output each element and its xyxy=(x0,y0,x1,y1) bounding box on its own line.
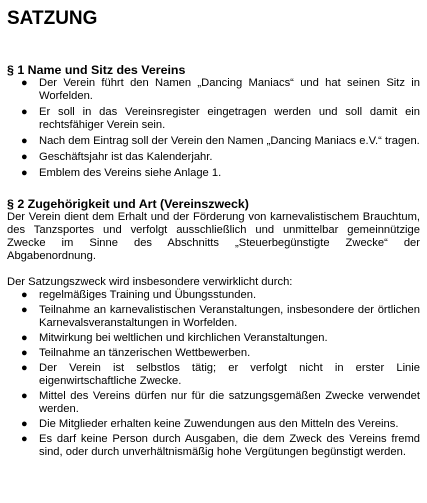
list-item: ● Der Verein ist selbstlos tätig; er verfolgt nicht in erster Linie eigenwirtschaftliche Zwecke. xyxy=(21,362,420,387)
section-2-intro: Der Verein dient dem Erhalt und der Förderung von karnevalistischem Brauchtum, des Tanzsportes und verfolgt ausschließlich und unmittelbar gemeinnützige Zwecke im Sinne des Abschnitts „Steuerbegünstigte Zwecke“ der Abgabenordnung. xyxy=(7,211,420,262)
list-item: ● Teilnahme an karnevalistischen Veranstaltungen, insbesondere der örtlichen Karnevalsveranstaltungen in Worfelden. xyxy=(21,304,420,329)
list-item: ● Mittel des Vereins dürfen nur für die satzungsgemäßen Zwecke verwendet werden. xyxy=(21,390,420,415)
bullet-icon: ● xyxy=(21,304,28,316)
list-item: ● Nach dem Eintrag soll der Verein den Namen „Dancing Maniacs e.V.“ tragen. xyxy=(21,135,420,147)
section-2-heading: § 2 Zugehörigkeit und Art (Vereinszweck) xyxy=(7,197,249,211)
list-item: ● Es darf keine Person durch Ausgaben, die dem Zweck des Vereins fremd sind, oder durch unverhältnismäßig hohe Vergütungen begünstigt werden. xyxy=(21,433,420,458)
list-item: ● Emblem des Vereins siehe Anlage 1. xyxy=(21,167,222,179)
list-item: ● Mitwirkung bei weltlichen und kirchlichen Veranstaltungen. xyxy=(21,332,328,344)
bullet-icon: ● xyxy=(21,135,28,147)
paragraph-spacer xyxy=(7,263,420,276)
bullet-icon: ● xyxy=(21,362,28,374)
bullet-icon: ● xyxy=(21,289,28,301)
list-item: ● Der Verein führt den Namen „Dancing Maniacs“ und hat seinen Sitz in Worfelden. xyxy=(21,77,420,102)
bullet-icon: ● xyxy=(21,433,28,445)
list-item: ● Die Mitglieder erhalten keine Zuwendungen aus den Mitteln des Vereins. xyxy=(21,418,399,430)
document-title: SATZUNG xyxy=(7,8,98,29)
list-item: ● Geschäftsjahr ist das Kalenderjahr. xyxy=(21,151,213,163)
bullet-icon: ● xyxy=(21,77,28,89)
bullet-icon: ● xyxy=(21,390,28,402)
section-2-purpose-lead: Der Satzungszweck wird insbesondere verwirklicht durch: xyxy=(7,276,293,288)
bullet-icon: ● xyxy=(21,332,28,344)
bullet-icon: ● xyxy=(21,167,28,179)
section-2-list xyxy=(7,289,420,459)
list-item: ● Er soll in das Vereinsregister eingetragen werden und soll damit ein rechtsfähiger Verein sein. xyxy=(21,106,420,131)
bullet-icon: ● xyxy=(21,418,28,430)
bullet-icon: ● xyxy=(21,106,28,118)
list-item: ● regelmäßiges Training und Übungsstunden. xyxy=(21,289,257,301)
bullet-icon: ● xyxy=(21,151,28,163)
bullet-icon: ● xyxy=(21,347,28,359)
section-1-list xyxy=(7,77,420,180)
section-spacer xyxy=(7,180,420,197)
list-item: ● Teilnahme an tänzerischen Wettbewerben. xyxy=(21,347,251,359)
section-1-heading: § 1 Name und Sitz des Vereins xyxy=(7,63,186,77)
